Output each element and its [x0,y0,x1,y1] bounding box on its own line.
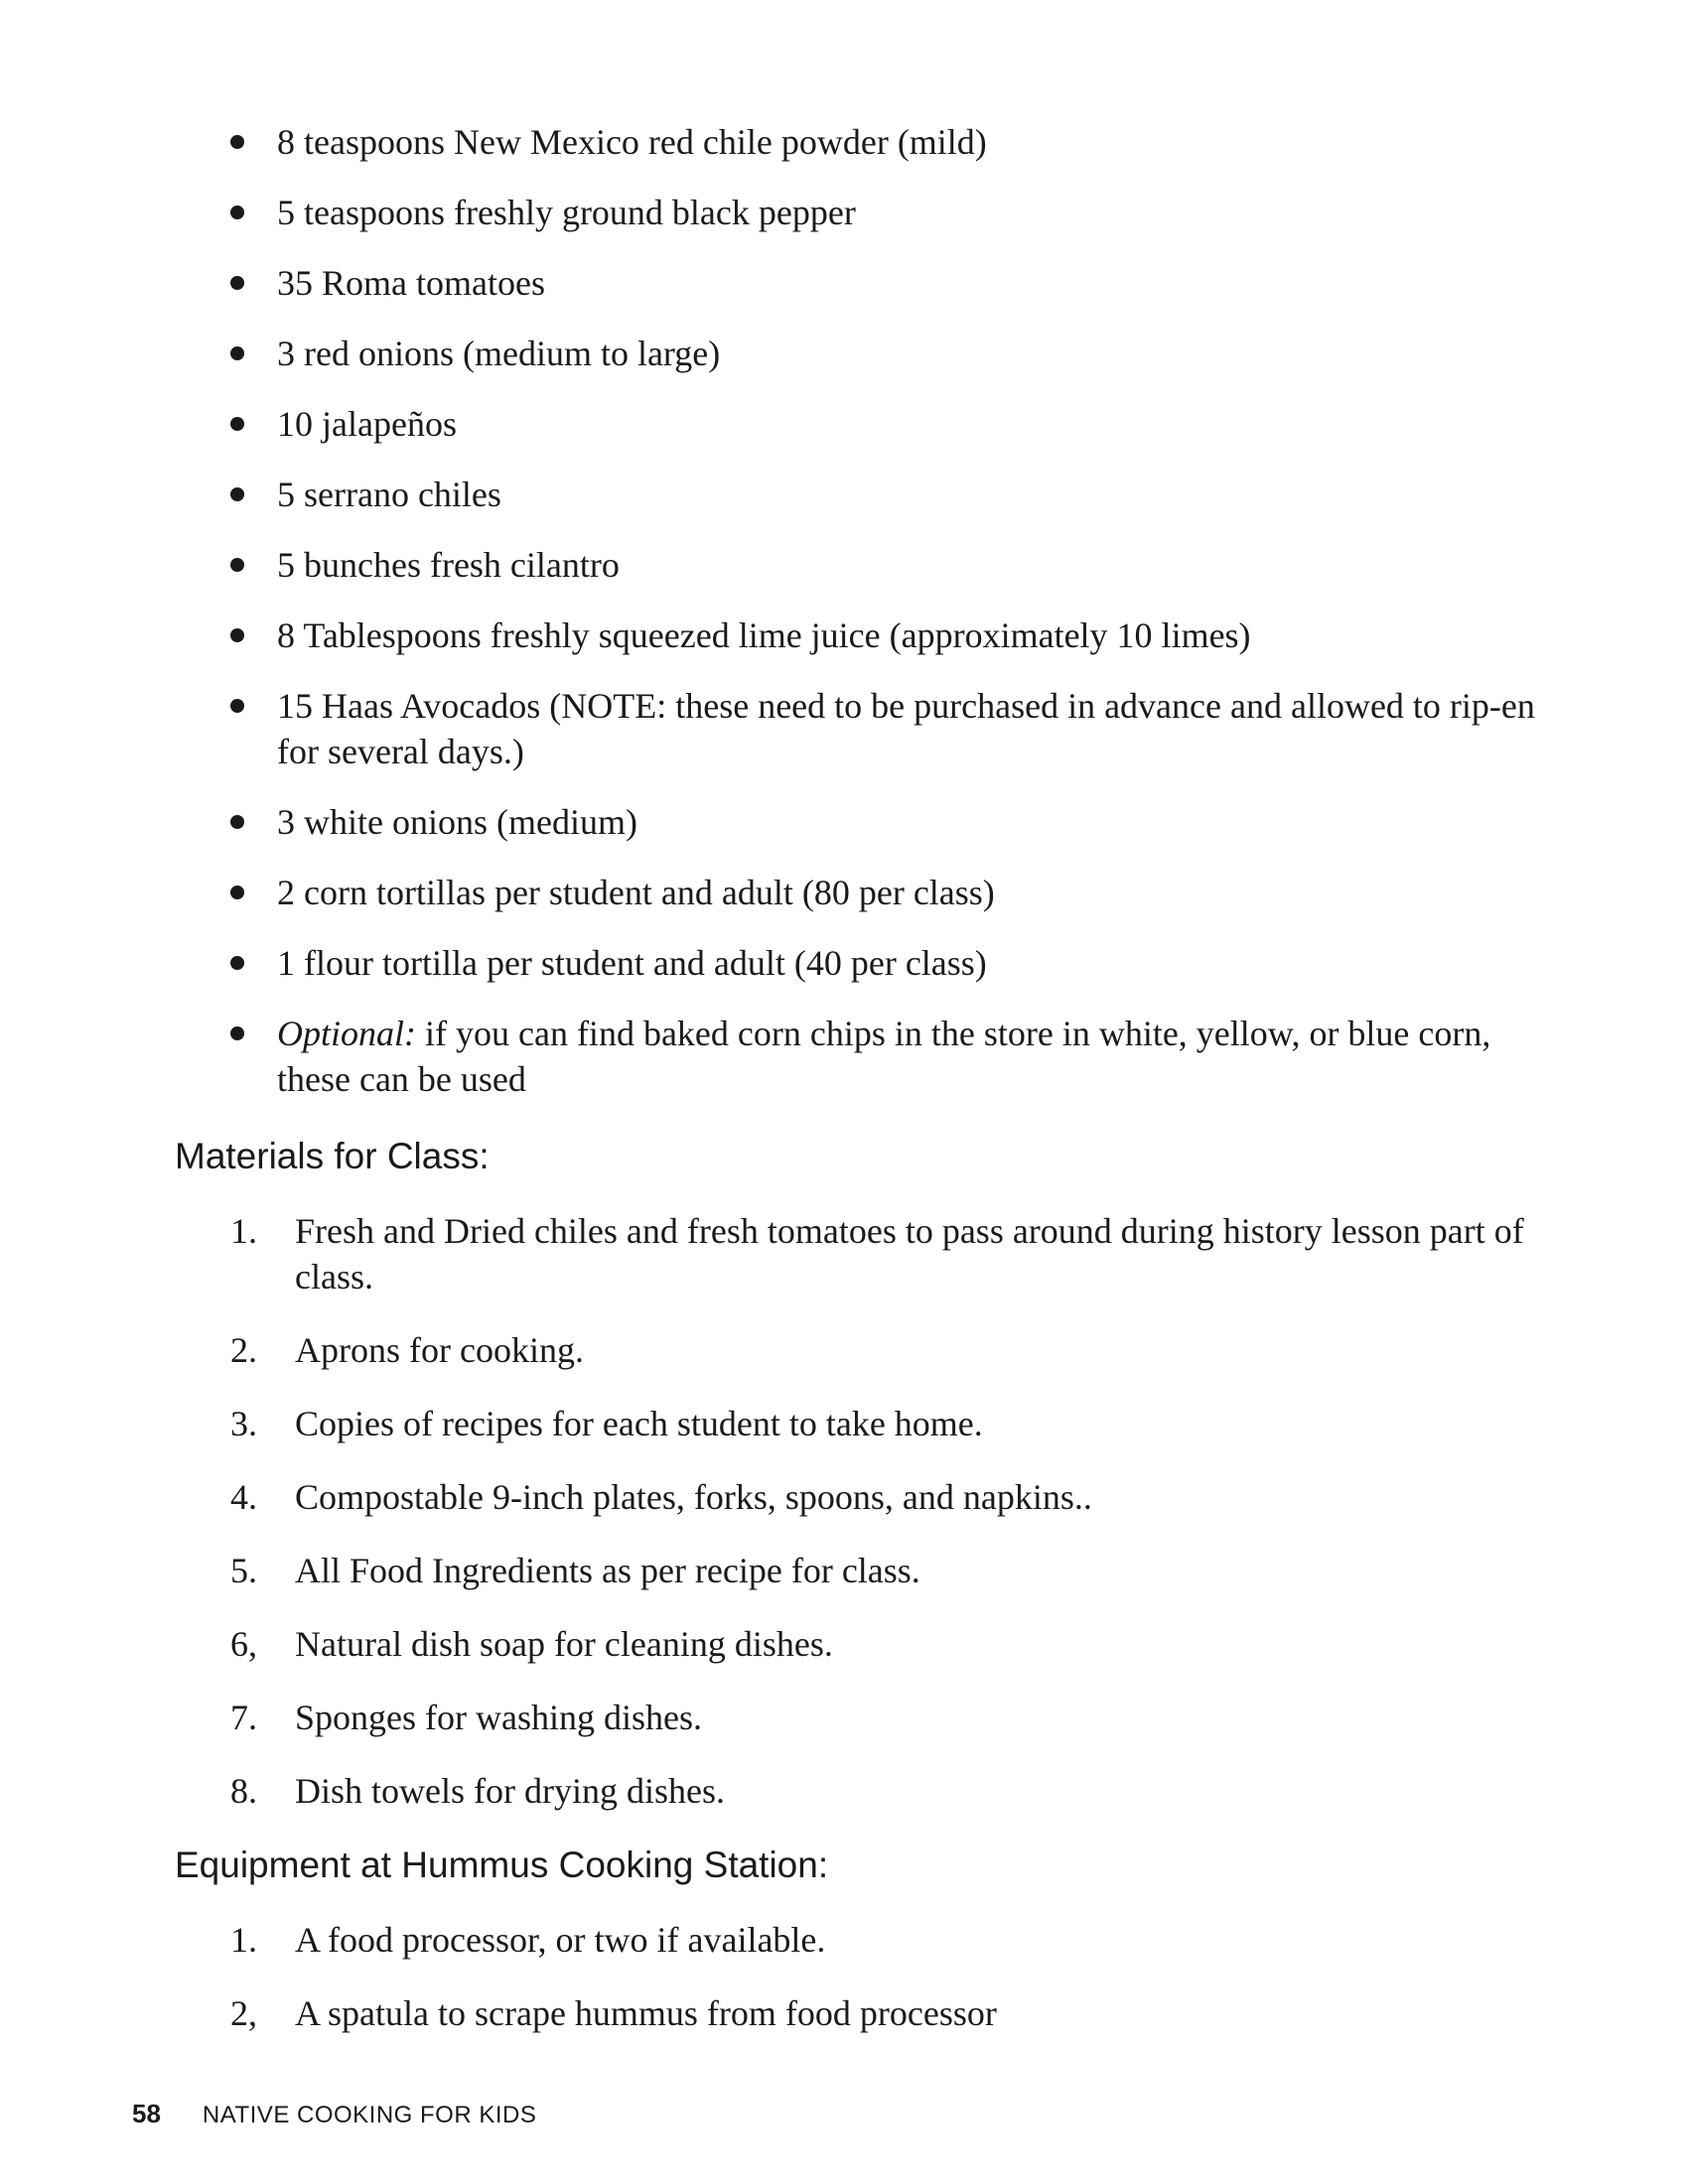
bullet-icon [230,276,244,290]
ingredient-item [0,119,1688,165]
materials-item [0,1401,1688,1446]
ingredient-item [0,542,1688,588]
bullet-icon [230,487,244,501]
book-title: NATIVE COOKING FOR KIDS [202,2102,537,2128]
item-number: 1. [230,1211,257,1251]
bullet-icon [230,558,244,572]
item-text: All Food Ingredients as per recipe for class. [295,1551,920,1590]
ingredient-item [0,472,1688,517]
ingredient-text: 2 corn tortillas per student and adult (80 per class) [277,873,995,912]
bullet-icon [230,135,244,149]
materials-item [0,1548,1688,1593]
ingredient-text: 35 Roma tomatoes [277,263,545,303]
item-text: Aprons for cooking. [295,1330,584,1370]
materials-item [0,1695,1688,1740]
bullet-icon [230,346,244,360]
ingredient-item [0,940,1688,986]
page-footer [132,2099,536,2130]
item-text: Natural dish soap for cleaning dishes. [295,1624,833,1664]
item-text: Compostable 9-inch plates, forks, spoons, and napkins.. [295,1477,1092,1517]
ingredient-item [0,1011,1688,1102]
ingredient-item [0,613,1688,658]
materials-item [0,1208,1688,1299]
item-number: 4. [230,1477,257,1517]
bullet-icon [230,699,244,713]
bullet-icon [230,1026,244,1040]
item-text: A spatula to scrape hummus from food processor [295,1993,997,2033]
item-number: 7. [230,1698,257,1737]
ingredient-text: 5 serrano chiles [277,475,501,514]
bullet-icon [230,417,244,431]
item-number: 3. [230,1404,257,1443]
materials-item [0,1621,1688,1667]
bullet-icon [230,956,244,970]
materials-list [0,1208,1688,1842]
ingredient-item [0,799,1688,845]
materials-item [0,1327,1688,1373]
equipment-list [0,1917,1688,2064]
item-number: 8. [230,1771,257,1811]
ingredient-text: 8 teaspoons New Mexico red chile powder (mild) [277,122,987,162]
ingredient-item [0,401,1688,447]
ingredient-text: 15 Haas Avocados (NOTE: these need to be purchased in advance and allowed to rip-en for several days.) [277,686,1535,771]
page-number: 58 [132,2099,161,2128]
bullet-icon [230,205,244,219]
equipment-heading: Equipment at Hummus Cooking Station: [175,1844,829,1885]
ingredient-text: 5 teaspoons freshly ground black pepper [277,193,856,232]
bullet-icon [230,815,244,829]
ingredient-text: 8 Tablespoons freshly squeezed lime juice (approximately 10 limes) [277,615,1251,655]
materials-item [0,1474,1688,1520]
item-number: 2. [230,1330,257,1370]
ingredient-list [0,119,1688,1127]
ingredient-text: 10 jalapeños [277,404,457,444]
materials-heading: Materials for Class: [175,1136,490,1176]
item-number: 6, [230,1624,257,1664]
item-text: Copies of recipes for each student to take home. [295,1404,983,1443]
ingredient-text: 3 white onions (medium) [277,802,637,842]
ingredient-item [0,870,1688,915]
item-text: Dish towels for drying dishes. [295,1771,725,1811]
ingredient-item [0,190,1688,235]
ingredient-text: 1 flour tortilla per student and adult (40 per class) [277,943,987,983]
ingredient-item [0,683,1688,774]
equipment-item [0,1990,1688,2036]
item-number: 1. [230,1920,257,1960]
item-text: Sponges for washing dishes. [295,1698,702,1737]
ingredient-text: if you can find baked corn chips in the store in white, yellow, or blue corn, these can be used [277,1014,1491,1099]
bullet-icon [230,628,244,642]
item-number: 2, [230,1993,257,2033]
ingredient-item [0,331,1688,376]
bullet-icon [230,886,244,899]
ingredient-text: 5 bunches fresh cilantro [277,545,620,585]
materials-item [0,1768,1688,1814]
equipment-item [0,1917,1688,1963]
ingredient-text: 3 red onions (medium to large) [277,334,721,373]
item-text: A food processor, or two if available. [295,1920,826,1960]
ingredient-prefix: Optional: [277,1014,416,1053]
ingredient-item [0,260,1688,306]
item-number: 5. [230,1551,257,1590]
item-text: Fresh and Dried chiles and fresh tomatoes to pass around during history lesson part of class. [295,1211,1524,1297]
